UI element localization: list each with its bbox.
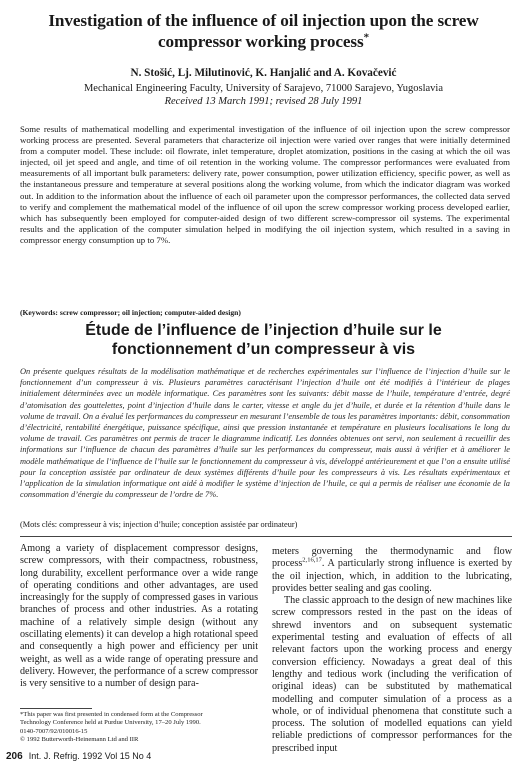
page-number: 206 — [6, 751, 23, 762]
french-keywords: (Mots clés: compresseur à vis; injection d’huile; conception assistée par ordinateur) — [20, 520, 298, 529]
french-title: Étude de l’influence de l’injection d’huile sur le fonctionnement d’un compresseur à vis — [85, 322, 442, 358]
author-list: N. Stošić, Lj. Milutinović, K. Hanjalić and A. Kovačević — [130, 67, 397, 79]
received-date: Received 13 March 1991; revised 28 July 1991 — [164, 96, 363, 107]
keywords: (Keywords: screw compressor; oil injection; computer-aided design) — [20, 308, 241, 317]
article-title — [30, 10, 497, 52]
body-column-left — [20, 543, 258, 691]
body-column-right — [272, 546, 512, 755]
footnotes — [20, 711, 260, 745]
body-paragraph: The classic approach to the design of new machines like screw compressors rested in the past on the ideas of shrewd inventors and on subsequent systematic experimental testing and evaluation of effects of all relevant factors upon the working process and energy conversion efficiency. Nowadays a great deal of this lengthy and tedious work (including the verification of original ideas) can be substituted by mathematical modelling and computer simulation of a process as a whole, or of individual phenomena that constitute such a process. The solution of modelled equations can yield reliable predictions of compressor performances for the prescribed input — [272, 595, 512, 754]
french-abstract: On présente quelques résultats de la modélisation mathématique et de recherches expérimentales sur l’influence de l’injection d’huile sur le fonctionnement d’un compresseur à vis. Plusieurs paramètres caractérisant l’injection d’huile ont été modifiés à l’intérieur de plages initialement déterminées avec un modèle informatique. Ces paramètres sont les suivants: débit masse de l’huile, température d’entrée, degré d’atomisation des gouttelettes, point d’injection d’huile dans le carter, vitesse et angle du jet d’huile, et durée et la rétention d’huile dans le volume de travail. On a évalué les performances du compresseur en mesurant l’ensemble de tous les paramètres importants: débit, consommation d’électricité, rentabilité énergétique, puissance spécifique, ainsi que pression instantanée et température en plusieurs localisations le long du volume de travail. Ces paramètres ont permis de tracer le diagramme indicatif. Les données obtenues ont servi, non seulement à recueillir des informations sur l’influence de chacun des paramètres d’huile sur les performances du compresseur, mais aussi à vérifier et à améliorer le modèle mathématique de l’influence de l’huile sur le fonctionnement du compresseur à vis, développé antérieurement et que l’on a ensuite utilisé pour la conception assistée par ordinateur de deux systèmes différents d’huile pour les compresseurs à vis. Les résultats expérimentaux et l’application de la simulation informatique ont aidé à modifier le système d’injection de l’huile, ce qui a permis de réaliser une économie de la consommation d’énergie du compresseur de l’ordre de 7%. — [20, 367, 510, 500]
body-text: meters governing the thermodynamic and flow process — [272, 546, 512, 570]
journal-citation: Int. J. Refrig. 1992 Vol 15 No 4 — [28, 751, 152, 761]
copyright-line: © 1992 Butterworth-Heinemann Ltd and IIR — [20, 736, 139, 744]
affiliation: Mechanical Engineering Faculty, University of Sarajevo, 71000 Sarajevo, Yugoslavia — [83, 83, 444, 94]
citation-ref: 2,16,17 — [302, 556, 322, 564]
footnote-divider — [20, 708, 92, 709]
doi-line: 0140-7007/92/010016-15 — [20, 727, 88, 735]
section-divider — [20, 536, 512, 537]
page-folio — [6, 750, 306, 763]
body-paragraph: Among a variety of displacement compressor designs, screw compressors, with their compactness, robustness, long durability, excellent performance over a wide range of operating conditions and other advantages, are used increasingly for the supply of compressed gases in various branches of process and other industries. As a rotating machine of a relatively simple design (without any oscillating elements) it can develop a high rotational speed and consequently a high power and efficiency per unit weight, as well as a wide range of operating pressure and delivery. However, the performance of a screw compressor is very sensitive to a number of design para- — [20, 543, 259, 690]
title-footnote-mark: * — [363, 31, 369, 44]
abstract-text: Some results of mathematical modelling and experimental investigation of the influence of oil injection upon the screw compressor working process are presented. Several parameters that characterize oil injection were varied over ranges that were initially determined from a computer model. These include: oil flowrate, inlet temperature, droplet atomization, positions in the casing at which the oil was injected, oil jet speed and angle, and time of oil retention in the working volume. The compressor performances were evaluated from measurements of all important bulk parameters: delivery rate, power consumption, power utilization efficiency, specific power, as well as the instantaneous pressure and temperature at several positions along the working volume, from which the indicator diagram was worked out. In addition to the information about the influence of each oil parameter upon the compressor performances, the collected data served to verify and complement the mathematical model of the influence of oil upon the screw compressor working process developed earlier, which has subsequently been employed for computer-aided design of two different screw-compressor oil systems. The experimental results and the application of the computer simulation helped in modifying the oil injection system, which resulted in a saving in compressor energy consumption up to 7%. — [20, 124, 510, 245]
footnote-line: Technology Conference held at Purdue University, 17–20 July 1990. — [20, 719, 201, 727]
footnote-line: *This paper was first presented in condensed form at the Compressor — [20, 711, 203, 718]
body-paragraph — [272, 546, 512, 595]
body-text: . A particularly strong influence is exerted by the oil injection, which, in addition to the lubricating, provides better sealing and gas cooling. — [272, 558, 512, 594]
article-title-text: Investigation of the influence of oil injection upon the screw compressor working process — [48, 11, 479, 51]
